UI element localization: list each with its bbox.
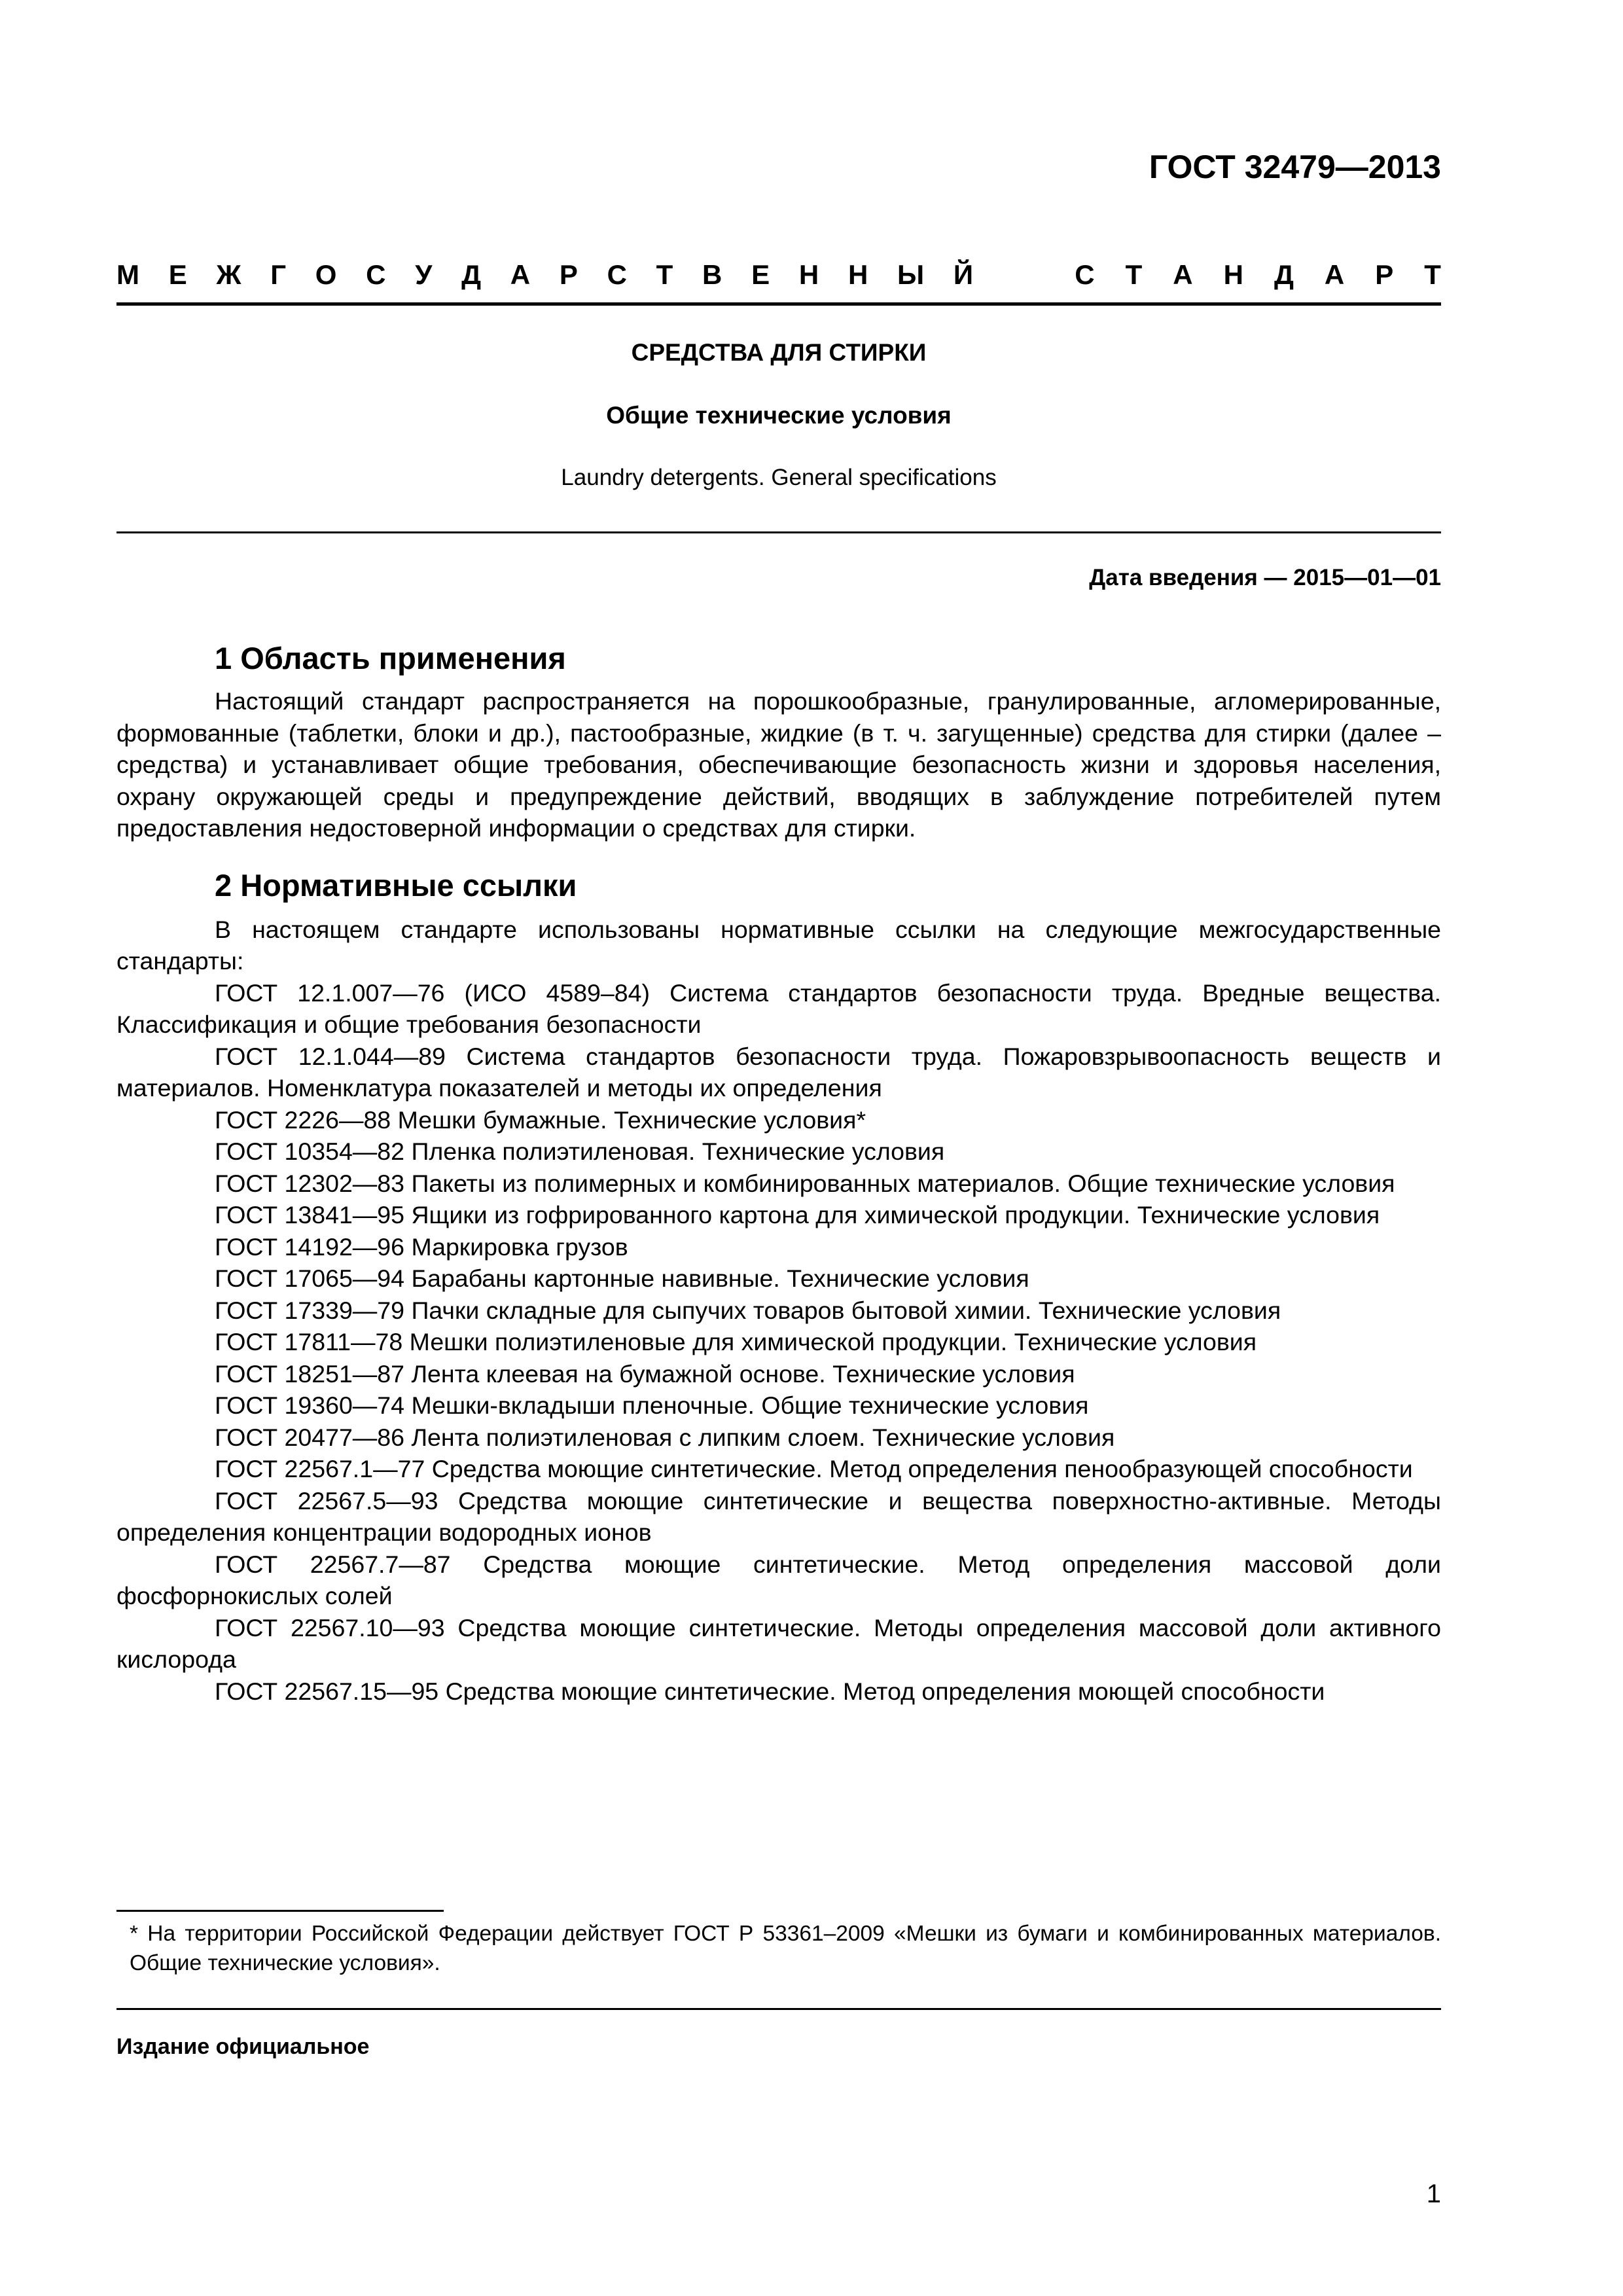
section-1-heading: 1 Область применения bbox=[215, 641, 566, 675]
spacer bbox=[116, 906, 1441, 914]
reference-item: ГОСТ 22567.10—93 Средства моющие синтетические. Методы определения массовой доли активного кислорода bbox=[116, 1613, 1441, 1673]
footnote: * На территории Российской Федерации действует ГОСТ Р 53361–2009 «Мешки из бумаги и комбинированных материалов. Общие технические условия». bbox=[130, 1922, 1441, 1975]
header-divider bbox=[116, 302, 1441, 306]
reference-item: ГОСТ 17339—79 Пачки складные для сыпучих товаров бытовой химии. Технические условия bbox=[215, 1296, 1281, 1324]
reference-item: ГОСТ 22567.15—95 Средства моющие синтетические. Метод определения моющей способности bbox=[215, 1677, 1325, 1705]
section-2-intro: В настоящем стандарте использованы нормативные ссылки на следующие межгосударственные стандарты: bbox=[116, 915, 1441, 975]
document-title: СРЕДСТВА ДЛЯ СТИРКИ bbox=[631, 339, 927, 366]
standard-type-word-standard: С Т А Н Д А Р Т bbox=[1075, 259, 1441, 290]
document-title-english: Laundry detergents. General specifications bbox=[561, 465, 997, 490]
reference-item: ГОСТ 14192—96 Маркировка грузов bbox=[215, 1232, 628, 1261]
footnote-separator bbox=[116, 1910, 444, 1912]
document-subtitle: Общие технические условия bbox=[606, 402, 952, 429]
reference-item: ГОСТ 22567.1—77 Средства моющие синтетические. Метод определения пенообразующей способности bbox=[215, 1455, 1413, 1482]
reference-item: ГОСТ 22567.5—93 Средства моющие синтетические и вещества поверхностно-активные. Методы определения концентрации водородных ионов bbox=[116, 1486, 1441, 1546]
reference-item: ГОСТ 18251—87 Лента клеевая на бумажной основе. Технические условия bbox=[215, 1359, 1075, 1388]
standard-type-banner bbox=[116, 252, 1441, 298]
reference-item: ГОСТ 12.1.007—76 (ИСО 4589–84) Система стандартов безопасности труда. Вредные вещества. Классификация и общие требования безопасности bbox=[116, 978, 1441, 1038]
reference-item: ГОСТ 10354—82 Пленка полиэтиленовая. Технические условия bbox=[215, 1138, 945, 1165]
reference-item: ГОСТ 20477—86 Лента полиэтиленовая с липким слоем. Технические условия bbox=[215, 1423, 1115, 1451]
reference-item: ГОСТ 12302—83 Пакеты из полимерных и комбинированных материалов. Общие технические условия bbox=[215, 1169, 1395, 1197]
page-number: 1 bbox=[1426, 2179, 1441, 2208]
footer-divider bbox=[116, 2008, 1441, 2010]
standard-code: ГОСТ 32479—2013 bbox=[1149, 149, 1441, 185]
reference-item: ГОСТ 17065—94 Барабаны картонные навивные. Технические условия bbox=[215, 1265, 1029, 1292]
reference-item: ГОСТ 19360—74 Мешки-вкладыши пленочные. Общие технические условия bbox=[215, 1391, 1089, 1419]
title-divider bbox=[116, 531, 1441, 533]
spacer bbox=[116, 844, 1441, 865]
introduction-date: Дата введения — 2015—01—01 bbox=[1089, 565, 1441, 590]
reference-item: ГОСТ 17811—78 Мешки полиэтиленовые для химической продукции. Технические условия bbox=[215, 1328, 1257, 1355]
reference-item: ГОСТ 13841—95 Ящики из гофрированного картона для химической продукции. Технические условия bbox=[215, 1201, 1380, 1229]
reference-item: ГОСТ 12.1.044—89 Система стандартов безопасности труда. Пожаровзрывоопасность веществ и материалов. Номенклатура показателей и методы их определения bbox=[116, 1042, 1441, 1102]
section-1-text: Настоящий стандарт распространяется на порошкообразные, гранулированные, агломерированные, формованные (таблетки, блоки и др.), пастообразные, жидкие (в т. ч. загущенные) средства для стирки (далее – средства) и устанавливает общие требования, обеспечивающие безопасность жизни и здоровья населения, охрану окружающей среды и предупреждение действий, вводящих в заблуждение потребителей путем предоставления недостоверной информации о средствах для стирки. bbox=[116, 687, 1441, 842]
reference-item: ГОСТ 2226—88 Мешки бумажные. Технические условия* bbox=[215, 1105, 866, 1134]
spacer bbox=[116, 679, 1441, 685]
standard-type-word-interstate: М Е Ж Г О С У Д А Р С Т В Е Н Н Ы Й bbox=[116, 259, 974, 290]
edition-label: Издание официальное bbox=[116, 2034, 370, 2059]
reference-item: ГОСТ 22567.7—87 Средства моющие синтетические. Метод определения массовой доли фосфорнокислых солей bbox=[116, 1550, 1441, 1609]
document-body bbox=[116, 638, 1441, 1707]
section-2-heading: 2 Нормативные ссылки bbox=[215, 867, 577, 903]
